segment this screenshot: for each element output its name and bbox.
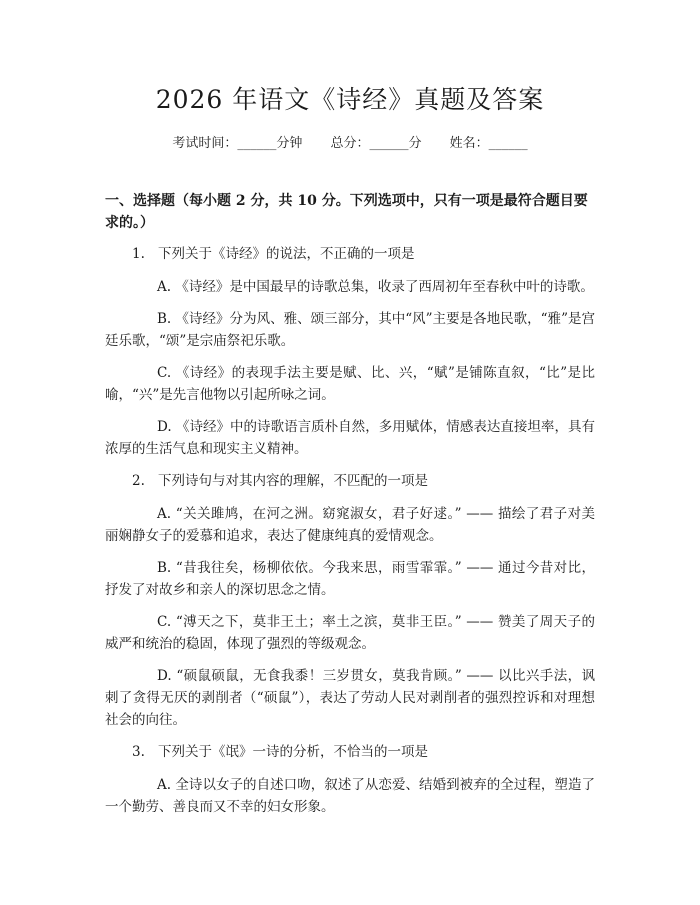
questions <box>105 243 595 828</box>
question-1-stem <box>132 243 595 265</box>
score-label: 总分： <box>330 136 370 151</box>
question-text: 下列关于《氓》一诗的分析，不恰当的一项是 <box>158 744 428 760</box>
question-3-stem <box>132 741 595 763</box>
page-title: 2026 年语文《诗经》真题及答案 <box>155 85 545 114</box>
question-1-option-b: B. 《诗经》分为风、雅、颂三部分，其中“风”主要是各地民歌，“雅”是宫廷乐歌，“颂”是宗庙祭祀乐歌。 <box>105 311 595 349</box>
total-score <box>330 136 421 151</box>
question-number: 3. <box>132 744 145 760</box>
exam-time <box>172 136 302 151</box>
exam-meta <box>0 132 700 151</box>
time-label: 考试时间： <box>172 136 238 151</box>
name-label: 姓名： <box>449 136 489 151</box>
question-number: 2. <box>132 473 145 489</box>
question-2-option-b: B. “昔我往矣，杨柳依依。今我来思，雨雪霏霏。” —— 通过今昔对比，抒发了对故乡和亲人的深切思念之情。 <box>105 560 595 598</box>
student-name <box>450 136 528 151</box>
question-3-option-a: A. 全诗以女子的自述口吻，叙述了从恋爱、结婚到被弃的全过程，塑造了一个勤劳、善良而又不幸的妇女形象。 <box>105 777 595 815</box>
question-2-option-d: D. “硕鼠硕鼠，无食我黍！三岁贯女，莫我肯顾。” —— 以比兴手法，讽刺了贪得无厌的剥削者（“硕鼠”），表达了劳动人民对剥削者的强烈控诉和对理想社会的向往。 <box>105 668 595 728</box>
name-blank: ______ <box>488 136 528 151</box>
score-unit: 分 <box>408 136 422 151</box>
question-2-option-a: A. “关关雎鸠，在河之洲。窈窕淑女，君子好逑。” —— 描绘了君子对美丽娴静女子的爱慕和追求，表达了健康纯真的爱情观念。 <box>105 506 595 544</box>
question-2-option-c: C. “溥天之下，莫非王土；率土之滨，莫非王臣。” —— 赞美了周天子的威严和统治的稳固，体现了强烈的等级观念。 <box>105 614 595 652</box>
time-unit: 分钟 <box>276 136 303 151</box>
score-blank: ______ <box>369 136 409 151</box>
question-1-option-a: A. 《诗经》是中国最早的诗歌总集，收录了西周初年至春秋中叶的诗歌。 <box>157 279 594 295</box>
section-heading: 一、选择题（每小题 2 分，共 10 分。下列选项中，只有一项是最符合题目要求的。） <box>105 193 588 231</box>
question-1-option-d: D. 《诗经》中的诗歌语言质朴自然，多用赋体，情感表达直接坦率，具有浓厚的生活气息和现实主义精神。 <box>105 419 595 457</box>
question-1-option-c: C. 《诗经》的表现手法主要是赋、比、兴，“赋”是铺陈直叙，“比”是比喻，“兴”是先言他物以引起所咏之词。 <box>105 365 595 403</box>
question-number: 1. <box>132 246 145 262</box>
time-blank: ______ <box>237 136 277 151</box>
question-text: 下列诗句与对其内容的理解，不匹配的一项是 <box>158 473 428 489</box>
question-2-stem <box>132 470 595 492</box>
question-text: 下列关于《诗经》的说法，不正确的一项是 <box>158 246 415 262</box>
